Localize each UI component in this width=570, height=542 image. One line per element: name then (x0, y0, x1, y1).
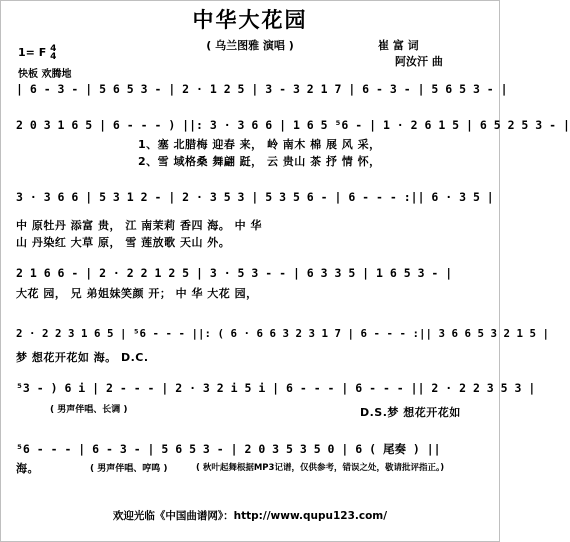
lyric-row-2-verse-1: 1、塞 北腊梅 迎春 来， 岭 南木 棉 展 风 采， (138, 138, 381, 151)
score-row-1: | 6 - 3 - | 5 6 5 3 - | 2 · 1 2 5 | 3 - 3 2 1 7 | 6 - 3 - | 5 6 5 3 - | (16, 82, 508, 96)
lyric-row-4: 大花 园， 兄 弟姐妹笑颜 开； 中 华 大花 园， (16, 287, 258, 300)
score-row-5: 2 · 2 2 3 1 6 5 | ⁵6 - - - ||: ( 6 · 6 6 3 2 3 1 7 | 6 - - - :|| 3 6 6 5 3 2 1 5 | (16, 327, 550, 340)
key-signature (18, 45, 56, 61)
lyric-row-5: 梦 想花开花如 海。 D.C. (16, 351, 149, 364)
song-title: 中华大花园 (192, 8, 308, 32)
tempo-marking: 快板 欢腾地 (18, 69, 72, 80)
lyric-row-2-verse-2: 2、雪 域格桑 舞翩 跹， 云 贵山 茶 抒 情 怀， (138, 155, 381, 168)
lyric-row-3-verse-1: 中 原牡丹 添富 贵， 江 南茉莉 香四 海。 中 华 (16, 219, 262, 232)
score-row-3: 3 · 3 6 6 | 5 3 1 2 - | 2 · 3 5 3 | 5 3 5 6 - | 6 - - - :|| 6 · 3 5 | (16, 190, 494, 204)
time-bottom: 4 (50, 52, 57, 62)
score-row-4: 2 1 6 6 - | 2 · 2 2 1 2 5 | 3 · 5 3 - - | 6 3 3 5 | 1 6 5 3 - | (16, 266, 453, 280)
lyricist: 崔 富 词 (378, 39, 419, 52)
lyric-row-7: 海。 (16, 462, 39, 475)
composer: 阿汝汗 曲 (395, 55, 443, 68)
time-top: 4 (50, 44, 57, 54)
note-male-chorus-hum: ( 男声伴唱、哼鸣 ) (90, 464, 168, 474)
lyric-row-6: D.S.梦 想花开花如 (360, 406, 461, 419)
score-row-2: 2 0 3 1 6 5 | 6 - - - ) ||: 3 · 3 6 6 | 1 6 5 ⁵6 - | 1 · 2 6 1 5 | 6 5 2 5 3 - | (16, 118, 570, 132)
performer-line: ( 乌兰图雅 演唱 ) (206, 39, 294, 52)
footer-website: 欢迎光临《中国曲谱网》：http://www.qupu123.com/ (112, 510, 388, 522)
score-row-7: ⁵6 - - - | 6 - 3 - | 5 6 5 3 - | 2 0 3 5 3 5 0 | 6 ( 尾奏 ) || (16, 442, 441, 456)
note-male-chorus-long: ( 男声伴唱、长调 ) (50, 405, 128, 415)
note-transcription-credit: ( 秋叶起舞根据MP3记谱，仅供参考，错误之处，敬请批评指正。) (196, 463, 445, 473)
time-signature (50, 45, 56, 61)
lyric-row-3-verse-2: 山 丹染红 大草 原， 雪 莲放歌 天山 外。 (16, 236, 231, 249)
key-label: 1= F (18, 46, 47, 59)
score-row-6: ⁵3 - ) 6 i | 2 - - - | 2 · 3 2 i 5 i | 6 - - - | 6 - - - || 2 · 2 2 3 5 3 | (16, 381, 536, 395)
